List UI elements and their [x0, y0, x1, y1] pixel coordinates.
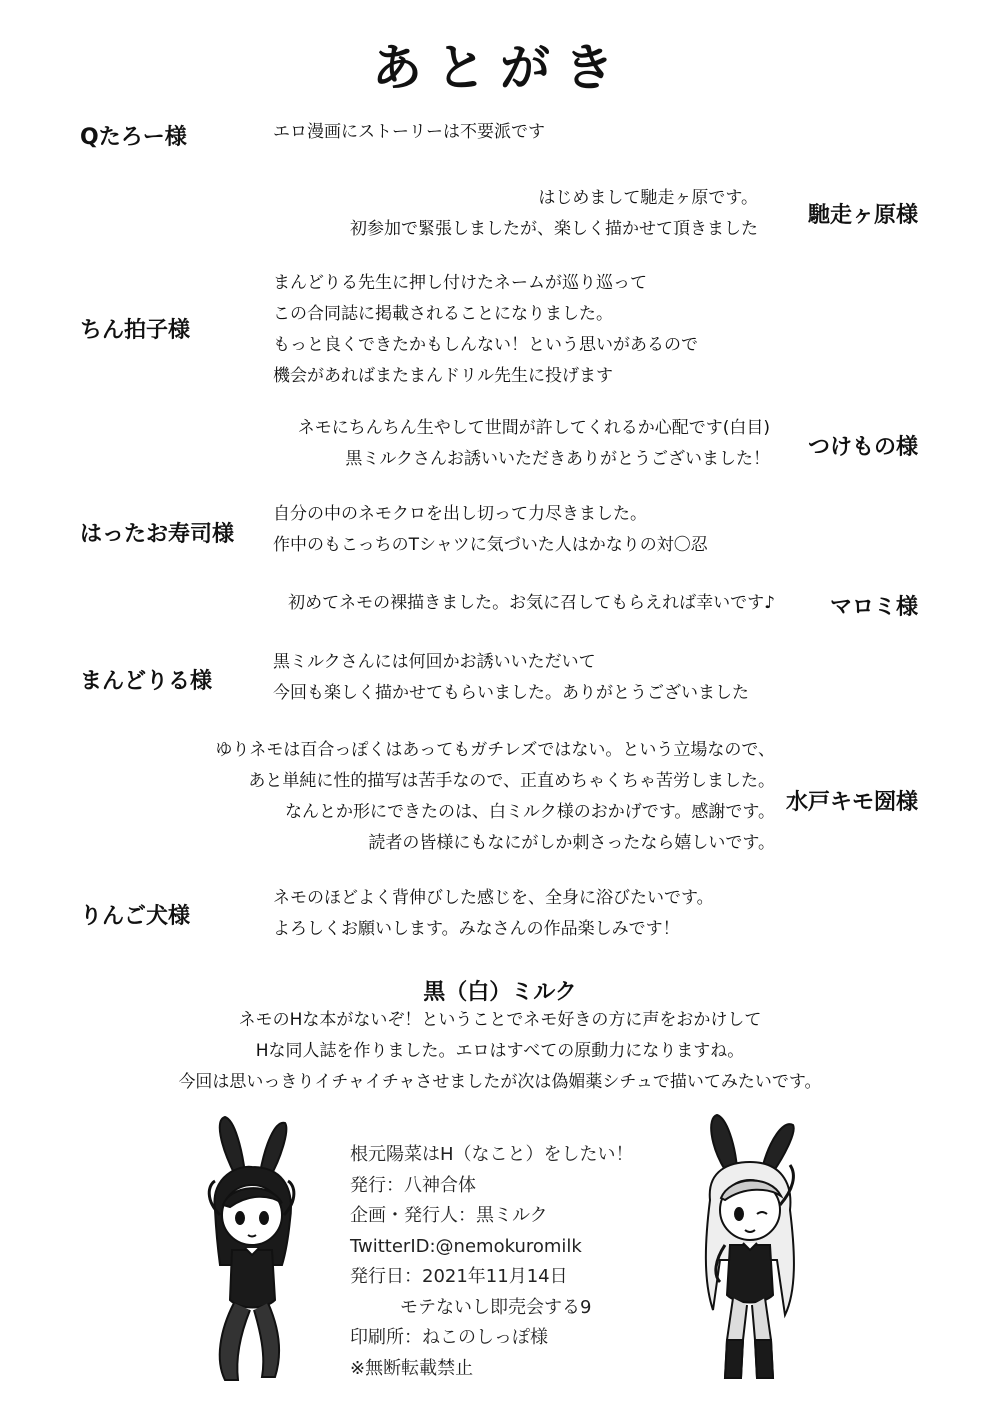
contributor-message-mandoriru	[273, 647, 749, 709]
contributor-name-mandoriru: まんどりる様	[80, 669, 213, 694]
colophon	[350, 1140, 680, 1384]
message-line: なんとか形にできたのは、白ミルク様のおかげです。感謝です。	[285, 802, 775, 822]
author-name: 黒（白）ミルク	[423, 980, 577, 1005]
message-line: 機会があればまたまんドリル先生に投げます	[273, 366, 613, 386]
colophon-date: 発行日：2021年11月14日	[350, 1266, 568, 1287]
message-line: ネモにちんちん生やして世間が許してくれるか心配です(白目)	[297, 418, 770, 438]
contributor-message-qtaro	[273, 117, 545, 148]
message-line: 初めてネモの裸描きました。お気に召してもらえれば幸いです♪	[288, 593, 775, 613]
colophon-printer: 印刷所：ねこのしっぽ様	[350, 1327, 548, 1348]
message-line: この合同誌に掲載されることになりました。	[273, 304, 613, 324]
contributor-message-tsukemono	[298, 413, 770, 475]
author-message	[0, 1005, 1000, 1098]
colophon-event: モテないし即売会する9	[400, 1296, 592, 1318]
message-line: ネモのほどよく背伸びした感じを、全身に浴びたいです。	[273, 888, 714, 908]
message-line: 今回は思いっきりイチャイチャさせましたが次は偽媚薬シチュで描いてみたいです。	[178, 1072, 822, 1092]
message-line: 黒ミルクさんには何回かお誘いいただいて	[273, 652, 596, 672]
contributor-name-mitokimokuni: 水戸キモ圀様	[785, 790, 918, 815]
message-line: 読者の皆様にもなにがしか刺さったなら嬉しいです。	[368, 833, 775, 853]
message-line: 黒ミルクさんお誘いいただきありがとうございました！	[345, 449, 770, 469]
message-line: ネモのHな本がないぞ！ということでネモ好きの方に声をおかけして	[238, 1010, 762, 1030]
message-line: もっと良くできたかもしんない！という思いがあるので	[273, 335, 698, 355]
message-line: はじめまして馳走ヶ原です。	[538, 188, 758, 208]
message-line: 今回も楽しく描かせてもらいました。ありがとうございました	[273, 683, 749, 703]
message-line: まんどりる先生に押し付けたネームが巡り巡って	[273, 273, 647, 293]
contributor-name-qtaro: Qたろー様	[80, 125, 187, 150]
bunny-girl-right-illustration	[685, 1110, 815, 1385]
colophon-notice: ※無断転載禁止	[350, 1357, 474, 1379]
colophon-publisher: 発行：八神合体	[350, 1174, 476, 1196]
contributor-name-maromi: マロミ様	[829, 595, 918, 620]
contributor-message-chisougahara	[350, 183, 758, 245]
message-line: あと単純に性的描写は苦手なので、正直めちゃくちゃ苦労しました。	[248, 771, 775, 791]
message-line: 初参加で緊張しましたが、楽しく描かせて頂きました	[350, 219, 758, 239]
message-line: Hな同人誌を作りました。エロはすべての原動力になりますね。	[255, 1041, 745, 1061]
message-line: ゆりネモは百合っぽくはあってもガチレズではない。という立場なので、	[215, 740, 775, 760]
contributor-message-maromi	[288, 588, 775, 619]
page-title: あとがき	[372, 39, 628, 97]
contributor-message-ringoken	[273, 883, 714, 945]
message-line: 自分の中のネモクロを出し切って力尽きました。	[273, 504, 647, 524]
colophon-twitter: TwitterID:@nemokuromilk	[350, 1235, 582, 1257]
contributor-name-chisougahara: 馳走ヶ原様	[807, 203, 918, 228]
contributor-message-mitokimokuni	[215, 735, 775, 859]
colophon-book-title: 根元陽菜はH（なこと）をしたい！	[350, 1144, 634, 1165]
contributor-name-chinbyoushi: ちん拍子様	[80, 318, 191, 343]
contributor-name-hattaosushi: はったお寿司様	[80, 522, 235, 547]
colophon-planner: 企画・発行人：黒ミルク	[350, 1205, 548, 1226]
message-line: 作中のもこっちのTシャツに気づいた人はかなりの対〇忍	[273, 535, 708, 555]
bunny-girl-left-illustration	[190, 1115, 310, 1385]
contributor-message-chinbyoushi	[273, 268, 698, 392]
message-line: よろしくお願いします。みなさんの作品楽しみです！	[273, 919, 680, 939]
contributor-name-tsukemono: つけもの様	[807, 435, 918, 460]
message-line: エロ漫画にストーリーは不要派です	[273, 122, 545, 142]
contributor-message-hattaosushi	[273, 499, 708, 561]
contributor-name-ringoken: りんご犬様	[80, 904, 191, 929]
